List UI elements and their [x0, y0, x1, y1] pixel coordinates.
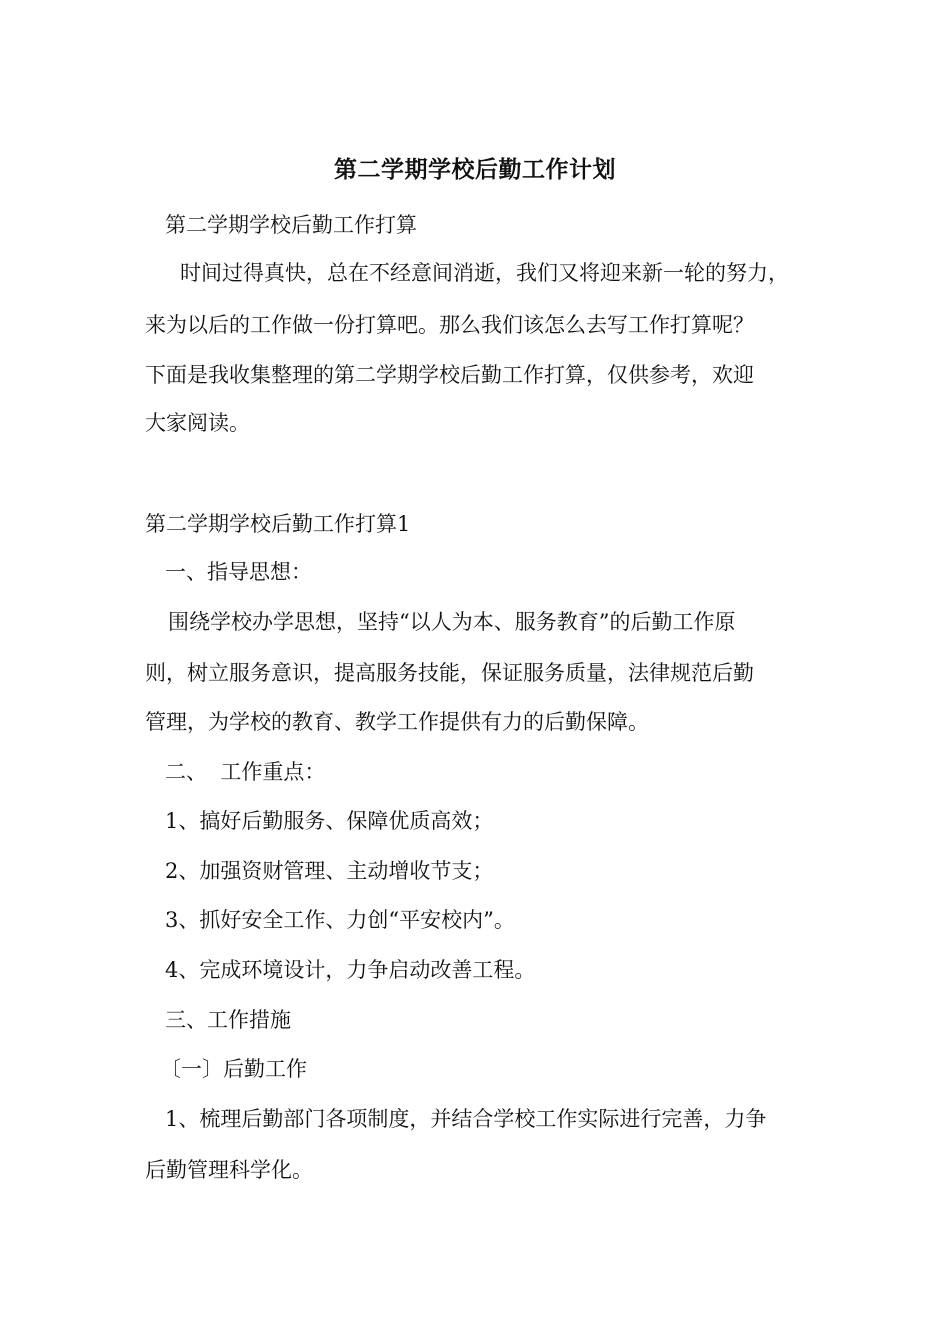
- part1-line-3: 管理，为学校的教育、教学工作提供有力的后勤保障。: [145, 710, 649, 734]
- part2-item-3: 3、抓好安全工作、力创“平安校内”。: [165, 908, 515, 932]
- section-heading: 第二学期学校后勤工作打算1: [145, 512, 411, 536]
- part3-subheading: 〔一〕后勤工作: [160, 1057, 307, 1081]
- intro-line-2: 来为以后的工作做一份打算吧。那么我们该怎么去写工作打算呢？: [145, 313, 754, 337]
- intro-line-3: 下面是我收集整理的第二学期学校后勤工作打算，仅供参考，欢迎: [145, 363, 754, 387]
- part2-heading: 二、 工作重点：: [165, 760, 326, 784]
- part2-item-2: 2、加强资财管理、主动增收节支；: [165, 859, 494, 883]
- part3-line-2: 后勤管理科学化。: [145, 1158, 313, 1182]
- part1-heading: 一、指导思想：: [165, 560, 312, 584]
- intro-line-4: 大家阅读。: [145, 411, 250, 435]
- part2-item-4: 4、完成环境设计，力争启动改善工程。: [165, 958, 536, 982]
- part2-item-1: 1、搞好后勤服务、保障优质高效；: [165, 809, 494, 833]
- document-subtitle: 第二学期学校后勤工作打算: [165, 213, 417, 237]
- part1-line-2: 则，树立服务意识，提高服务技能，保证服务质量，法律规范后勤: [145, 661, 754, 685]
- document-title: 第二学期学校后勤工作计划: [334, 156, 616, 183]
- part1-line-1: 围绕学校办学思想，坚持“以人为本、服务教育”的后勤工作原: [168, 610, 736, 634]
- intro-line-1: 时间过得真快，总在不经意间消逝，我们又将迎来新一轮的努力，: [180, 261, 789, 285]
- part3-heading: 三、工作措施: [165, 1008, 291, 1032]
- part3-line-1: 1、梳理后勤部门各项制度，并结合学校工作实际进行完善，力争: [165, 1107, 767, 1131]
